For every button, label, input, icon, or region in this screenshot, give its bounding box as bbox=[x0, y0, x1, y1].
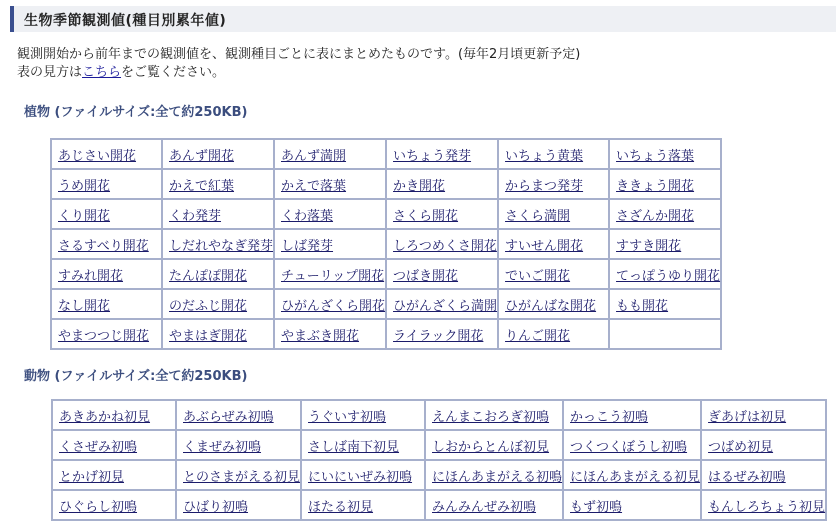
plants-item-link[interactable]: くわ発芽 bbox=[169, 208, 222, 224]
plants-item-link[interactable]: かえで落葉 bbox=[281, 178, 347, 194]
plants-item-link[interactable]: ひがんざくら満開 bbox=[393, 298, 498, 314]
plants-row bbox=[51, 319, 721, 349]
plants-item-link[interactable]: しろつめくさ開花 bbox=[393, 238, 497, 254]
how-to-read-link[interactable]: こちら bbox=[82, 65, 122, 80]
plants-item-link[interactable]: たんぽぽ開花 bbox=[169, 268, 248, 284]
plants-row bbox=[51, 169, 721, 199]
plants-row bbox=[51, 139, 721, 169]
animals-item-link[interactable]: えんまこおろぎ初鳴 bbox=[432, 409, 550, 425]
plants-cell bbox=[274, 169, 386, 199]
plants-item-link[interactable]: しだれやなぎ発芽 bbox=[169, 238, 274, 254]
plants-item-link[interactable]: あんず満開 bbox=[281, 148, 347, 164]
plants-cell bbox=[162, 289, 274, 319]
animals-heading: 動物 (ファイルサイズ:全て約250KB) bbox=[24, 369, 248, 384]
plants-row bbox=[51, 259, 721, 289]
plants-item-link[interactable]: でいご開花 bbox=[505, 268, 571, 284]
plants-cell bbox=[386, 139, 498, 169]
animals-row bbox=[52, 430, 826, 460]
plants-item-link[interactable]: チューリップ開花 bbox=[281, 268, 385, 284]
intro-line-1: 観測開始から前年までの観測値を、観測種目ごとに表にまとめたものです。(毎年2月頃更新予定) bbox=[17, 47, 581, 62]
plants-cell bbox=[498, 319, 609, 349]
plants-row bbox=[51, 289, 721, 319]
plants-cell bbox=[51, 289, 162, 319]
plants-item-link[interactable]: やまはぎ開花 bbox=[169, 328, 248, 344]
plants-cell bbox=[609, 229, 721, 259]
plants-item-link[interactable]: てっぽうゆり開花 bbox=[616, 268, 721, 284]
plants-cell bbox=[609, 199, 721, 229]
plants-cell bbox=[162, 139, 274, 169]
animals-item-link[interactable]: しおからとんぼ初見 bbox=[432, 439, 550, 455]
animals-item-link[interactable]: うぐいす初鳴 bbox=[308, 409, 387, 425]
animals-item-link[interactable]: とかげ初見 bbox=[59, 469, 125, 485]
plants-item-link[interactable]: ききょう開花 bbox=[616, 178, 695, 194]
animals-cell bbox=[425, 430, 563, 460]
animals-cell bbox=[563, 430, 701, 460]
animals-item-link[interactable]: くさぜみ初鳴 bbox=[59, 439, 138, 455]
plants-row bbox=[51, 199, 721, 229]
animals-cell bbox=[176, 490, 301, 520]
plants-cell bbox=[51, 319, 162, 349]
plants-cell bbox=[386, 199, 498, 229]
plants-item-link[interactable]: くわ落葉 bbox=[281, 208, 334, 224]
animals-item-link[interactable]: つくつくぼうし初鳴 bbox=[570, 439, 688, 455]
animals-item-link[interactable]: にほんあまがえる初見 bbox=[570, 469, 701, 485]
plants-item-link[interactable]: やまつつじ開花 bbox=[58, 328, 150, 344]
plants-cell bbox=[609, 289, 721, 319]
animals-cell bbox=[701, 430, 826, 460]
plants-item-link[interactable]: さるすべり開花 bbox=[58, 238, 149, 254]
plants-heading: 植物 (ファイルサイズ:全て約250KB) bbox=[24, 105, 248, 120]
plants-item-link[interactable]: からまつ発芽 bbox=[505, 178, 584, 194]
animals-cell bbox=[425, 460, 563, 490]
animals-cell bbox=[563, 490, 701, 520]
plants-cell bbox=[274, 319, 386, 349]
animals-item-link[interactable]: あぶらぜみ初鳴 bbox=[183, 409, 274, 425]
plants-row bbox=[51, 229, 721, 259]
plants-item-link[interactable]: さくら開花 bbox=[393, 208, 459, 224]
plants-cell bbox=[386, 259, 498, 289]
plants-cell bbox=[274, 289, 386, 319]
animals-row bbox=[52, 400, 826, 430]
plants-cell bbox=[498, 229, 609, 259]
animals-item-link[interactable]: ひばり初鳴 bbox=[183, 499, 249, 515]
plants-table bbox=[50, 138, 722, 350]
plants-cell bbox=[51, 169, 162, 199]
animals-item-link[interactable]: みんみんぜみ初鳴 bbox=[432, 499, 537, 515]
plants-item-link[interactable]: つばき開花 bbox=[393, 268, 459, 284]
plants-item-link[interactable]: すいせん開花 bbox=[505, 238, 584, 254]
plants-item-link[interactable]: あじさい開花 bbox=[58, 148, 137, 164]
animals-cell bbox=[176, 460, 301, 490]
intro-line-2 bbox=[17, 64, 580, 82]
plants-cell bbox=[162, 319, 274, 349]
animals-cell bbox=[701, 400, 826, 430]
plants-cell bbox=[51, 229, 162, 259]
plants-item-link[interactable]: りんご開花 bbox=[505, 328, 571, 344]
plants-item-link[interactable]: かき開花 bbox=[393, 178, 446, 194]
plants-item-link[interactable]: しば発芽 bbox=[281, 238, 334, 254]
animals-cell bbox=[52, 430, 176, 460]
animals-cell bbox=[425, 400, 563, 430]
animals-row bbox=[52, 460, 826, 490]
plants-item-link[interactable]: いちょう黄葉 bbox=[505, 148, 584, 164]
plants-cell bbox=[274, 139, 386, 169]
plants-cell bbox=[51, 139, 162, 169]
animals-item-link[interactable]: ひぐらし初鳴 bbox=[59, 499, 138, 515]
animals-table bbox=[51, 399, 827, 521]
animals-item-link[interactable]: もんしろちょう初見 bbox=[708, 499, 826, 515]
plants-item-link[interactable]: ひがんざくら開花 bbox=[281, 298, 386, 314]
plants-item-link[interactable]: やまぶき開花 bbox=[281, 328, 360, 344]
animals-cell bbox=[176, 430, 301, 460]
animals-cell bbox=[563, 460, 701, 490]
plants-cell bbox=[609, 139, 721, 169]
page-title-bar bbox=[10, 6, 836, 32]
animals-item-link[interactable]: あきあかね初見 bbox=[59, 409, 151, 425]
plants-item-link[interactable]: ひがんばな開花 bbox=[505, 298, 597, 314]
plants-item-link[interactable]: うめ開花 bbox=[58, 178, 111, 194]
animals-item-link[interactable]: ほたる初見 bbox=[308, 499, 374, 515]
plants-cell bbox=[51, 259, 162, 289]
plants-cell bbox=[498, 169, 609, 199]
animals-cell bbox=[301, 490, 425, 520]
animals-item-link[interactable]: とのさまがえる初見 bbox=[183, 469, 301, 485]
plants-item-link[interactable]: くり開花 bbox=[58, 208, 111, 224]
animals-cell bbox=[701, 460, 826, 490]
animals-cell bbox=[301, 430, 425, 460]
plants-cell bbox=[274, 259, 386, 289]
animals-item-link[interactable]: にほんあまがえる初鳴 bbox=[432, 469, 563, 485]
plants-cell bbox=[274, 199, 386, 229]
animals-cell bbox=[52, 460, 176, 490]
plants-cell bbox=[162, 229, 274, 259]
plants-cell bbox=[498, 199, 609, 229]
plants-cell bbox=[609, 319, 721, 349]
plants-item-link[interactable]: すすき開花 bbox=[616, 238, 682, 254]
plants-cell bbox=[609, 169, 721, 199]
plants-cell bbox=[162, 169, 274, 199]
plants-item-link[interactable]: すみれ開花 bbox=[58, 268, 124, 284]
plants-cell bbox=[609, 259, 721, 289]
plants-item-link[interactable]: いちょう落葉 bbox=[616, 148, 695, 164]
animals-item-link[interactable]: かっこう初鳴 bbox=[570, 409, 649, 425]
plants-cell bbox=[498, 259, 609, 289]
animals-item-link[interactable]: はるぜみ初鳴 bbox=[708, 469, 786, 485]
animals-item-link[interactable]: ぎあげは初見 bbox=[708, 409, 787, 425]
plants-cell bbox=[386, 289, 498, 319]
plants-cell bbox=[386, 169, 498, 199]
animals-cell bbox=[301, 460, 425, 490]
animals-cell bbox=[563, 400, 701, 430]
plants-cell bbox=[162, 259, 274, 289]
animals-item-link[interactable]: もず初鳴 bbox=[570, 499, 623, 515]
animals-cell bbox=[176, 400, 301, 430]
animals-cell bbox=[701, 490, 826, 520]
plants-cell bbox=[498, 139, 609, 169]
animals-cell bbox=[52, 400, 176, 430]
animals-cell bbox=[52, 490, 176, 520]
plants-item-link[interactable]: あんず開花 bbox=[169, 148, 235, 164]
plants-cell bbox=[498, 289, 609, 319]
plants-cell bbox=[386, 319, 498, 349]
animals-item-link[interactable]: にいにいぜみ初鳴 bbox=[308, 469, 413, 485]
page-title: 生物季節観測値(種目別累年値) bbox=[24, 13, 227, 29]
plants-item-link[interactable]: もも開花 bbox=[616, 298, 669, 314]
animals-item-link[interactable]: さしば南下初見 bbox=[308, 439, 400, 455]
plants-cell bbox=[51, 199, 162, 229]
animals-item-link[interactable]: くまぜみ初鳴 bbox=[183, 439, 262, 455]
plants-item-link[interactable]: さざんか開花 bbox=[616, 208, 695, 224]
animals-cell bbox=[425, 490, 563, 520]
animals-row bbox=[52, 490, 826, 520]
plants-item-link[interactable]: いちょう発芽 bbox=[393, 148, 472, 164]
animals-item-link[interactable]: つばめ初見 bbox=[708, 439, 774, 455]
plants-item-link[interactable]: かえで紅葉 bbox=[169, 178, 235, 194]
plants-cell bbox=[386, 229, 498, 259]
animals-cell bbox=[301, 400, 425, 430]
plants-item-link[interactable]: のだふじ開花 bbox=[169, 298, 248, 314]
plants-item-link[interactable]: ライラック開花 bbox=[393, 328, 484, 344]
plants-cell bbox=[162, 199, 274, 229]
plants-item-link[interactable]: さくら満開 bbox=[505, 208, 571, 224]
plants-item-link[interactable]: なし開花 bbox=[58, 298, 111, 314]
plants-cell bbox=[274, 229, 386, 259]
intro-text bbox=[17, 46, 580, 82]
intro-line-2-suffix: をご覧ください。 bbox=[121, 65, 226, 80]
intro-line-2-prefix: 表の見方は bbox=[17, 65, 83, 80]
